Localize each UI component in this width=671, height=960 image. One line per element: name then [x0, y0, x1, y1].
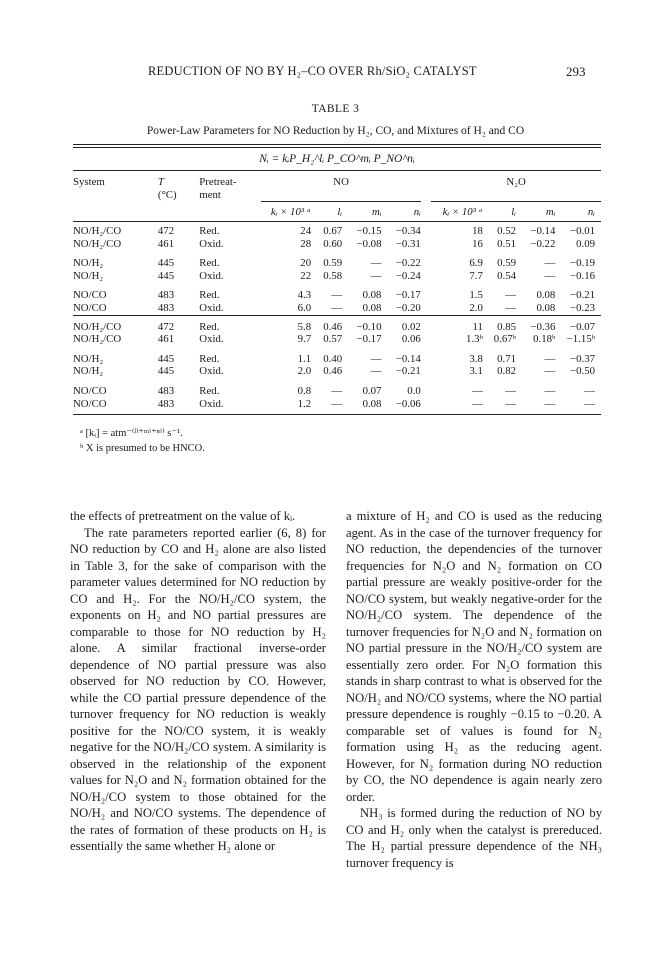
cell-n2o-ni: −0.37: [570, 352, 595, 365]
cell-pretreatment: Oxid.: [199, 237, 224, 250]
footnote-a: ᵃ [kᵢ] = atm⁻⁽ˡⁱ⁺ᵐⁱ⁺ⁿⁱ⁾ s⁻¹.: [80, 428, 183, 439]
table-body: [73, 225, 601, 410]
cell-pretreatment: Red.: [199, 352, 220, 365]
table-caption: Power-Law Parameters for NO Reduction by H₂, CO, and Mixtures of H₂ and CO: [146, 125, 525, 137]
cell-temperature: 445: [157, 365, 175, 378]
cell-n2o-mi: 0.08: [536, 289, 556, 302]
cell-system: NO/CO: [73, 384, 107, 397]
cell-no-li: —: [331, 397, 343, 410]
cell-n2o-ni: −0.23: [570, 301, 595, 314]
formula-text: Nᵢ = kᵢP_H₂^lᵢ P_CO^mᵢ P_NO^nᵢ: [259, 153, 415, 165]
header-group-n2o: [431, 171, 601, 189]
cell-no-mi: −0.17: [356, 333, 382, 346]
cell-n2o-mi: −0.36: [530, 320, 556, 333]
cell-system: NO/H₂/CO: [73, 320, 122, 333]
cell-no-li: 0.58: [323, 269, 343, 282]
cell-system: NO/CO: [73, 301, 107, 314]
header-pretreatment: Pretreat-: [199, 175, 237, 188]
cell-n2o-ki: —: [472, 384, 483, 397]
cell-n2o-li: 0.54: [497, 269, 517, 282]
cell-n2o-mi: −0.14: [530, 225, 556, 237]
right-column: [346, 508, 602, 871]
cell-no-mi: —: [370, 257, 382, 270]
cell-n2o-ki: 3.1: [469, 365, 483, 378]
cell-no-ki: 1.1: [297, 352, 312, 365]
cell-system: NO/H₂: [73, 269, 104, 282]
cell-pretreatment: Oxid.: [199, 365, 224, 378]
cell-no-ki: 24: [300, 225, 312, 237]
cell-n2o-mi: —: [544, 257, 556, 270]
cell-no-li: 0.46: [323, 365, 343, 378]
cell-n2o-ni: −1.15ᵇ: [566, 333, 595, 346]
cell-system: NO/H₂: [73, 257, 104, 270]
cell-no-mi: —: [370, 352, 382, 365]
table-row: [73, 302, 601, 315]
cell-temperature: 483: [157, 301, 175, 314]
cell-no-li: 0.67: [323, 225, 343, 237]
cell-n2o-mi: —: [544, 352, 556, 365]
cell-no-ki: 0.8: [297, 384, 312, 397]
cell-n2o-ni: −0.07: [570, 320, 595, 333]
cell-temperature: 445: [157, 257, 175, 270]
header-mi-n2o: mᵢ: [545, 205, 556, 218]
header-temp: [158, 171, 199, 189]
cell-n2o-ni: 0.09: [576, 237, 595, 250]
footnote-b: ᵇ X is presumed to be HNCO.: [80, 443, 205, 454]
cell-pretreatment: Oxid.: [199, 333, 224, 346]
cell-n2o-li: 0.67ᵇ: [493, 333, 517, 346]
page-number: 293: [566, 64, 586, 79]
cell-no-ki: 6.0: [297, 301, 312, 314]
header-ni: nᵢ: [413, 205, 421, 218]
cell-temperature: 445: [157, 352, 175, 365]
paragraph-right-1: a mixture of H₂ and CO is used as the reducing agent. As in the case of the turnover frequency for NO reduction, the dependencies of the turnover frequencies for N₂O and N₂ formation on CO partial pressure are weakly positive-order for the NO/CO system, but weakly negative-order for the NO/H₂/CO system. The dependence of the turnover frequencies for N₂O and N₂ formation on NO partial pressure in the NO/H₂/CO system are essentially zero order. For N₂O formation this stands in sharp contrast to what is observed for the NO/H₂ and NO/CO systems, where the NO partial pressure dependence is roughly −0.15 to −0.20. A comparable set of values is found for N₂ formation using H₂ as the reducing agent. However, for N₂ formation during NO reduction by CO, the NO dependence is again nearly zero order.: [346, 509, 602, 804]
header-mi: mᵢ: [371, 205, 382, 218]
cell-no-ni: 0.0: [407, 384, 421, 397]
cell-no-ki: 1.2: [297, 397, 312, 410]
cell-no-ki: 5.8: [297, 320, 312, 333]
cell-temperature: 472: [157, 225, 175, 237]
cell-no-mi: 0.08: [362, 301, 382, 314]
cell-n2o-li: 0.71: [497, 352, 517, 365]
cell-system: NO/H₂/CO: [73, 333, 122, 346]
cell-no-mi: 0.08: [362, 397, 382, 410]
cell-system: NO/H₂: [73, 365, 104, 378]
cell-temperature: 445: [157, 269, 175, 282]
cell-n2o-ki: 6.9: [469, 257, 483, 270]
table-row: [73, 385, 601, 398]
cell-no-mi: −0.08: [356, 237, 382, 250]
header-ni-n2o: nᵢ: [587, 205, 595, 218]
cell-pretreatment: Red.: [199, 289, 220, 302]
cell-temperature: 461: [157, 237, 175, 250]
cell-no-mi: —: [370, 365, 382, 378]
cell-no-ni: −0.22: [395, 257, 421, 270]
table-row: [73, 333, 601, 346]
header-group-no-label: NO: [333, 175, 349, 188]
parameter-table: [73, 144, 601, 415]
table-row: [73, 270, 601, 283]
table-row: [73, 353, 601, 366]
cell-no-ki: 4.3: [297, 289, 312, 302]
cell-pretreatment: Red.: [199, 384, 220, 397]
cell-system: NO/CO: [73, 397, 107, 410]
cell-no-mi: −0.15: [356, 225, 382, 237]
table-footnotes: [80, 426, 205, 456]
table-row: [73, 321, 601, 334]
cell-no-ni: −0.34: [395, 225, 421, 237]
cell-n2o-ni: −0.50: [570, 365, 595, 378]
cell-temperature: 461: [157, 333, 175, 346]
table-row: [73, 365, 601, 378]
cell-n2o-li: —: [505, 301, 517, 314]
cell-n2o-mi: 0.18ᵇ: [533, 333, 556, 346]
header-system: System: [73, 175, 105, 188]
header-temp-symbol: T: [157, 175, 164, 188]
cell-no-ni: 0.02: [401, 320, 421, 333]
cell-n2o-li: —: [505, 384, 517, 397]
cell-n2o-mi: —: [544, 365, 556, 378]
cell-n2o-ki: 18: [472, 225, 483, 237]
cell-n2o-li: 0.52: [497, 225, 517, 237]
cell-no-li: —: [331, 289, 343, 302]
table-row: [73, 289, 601, 302]
cell-no-ni: −0.17: [395, 289, 421, 302]
cell-no-ni: −0.14: [395, 352, 421, 365]
table-row: [73, 257, 601, 270]
cell-no-ni: −0.06: [395, 397, 421, 410]
cell-n2o-mi: −0.22: [530, 237, 556, 250]
cell-no-ni: −0.24: [395, 269, 421, 282]
left-column: [70, 508, 326, 855]
cell-system: NO/CO: [73, 289, 107, 302]
header-ki-n2o: kᵢ × 10³ ᵃ: [442, 205, 483, 218]
cell-no-ki: 2.0: [297, 365, 312, 378]
cell-n2o-ki: 7.7: [469, 269, 483, 282]
cell-system: NO/H₂/CO: [73, 225, 122, 237]
cell-n2o-ni: −0.19: [570, 257, 595, 270]
table-bottom-rule: [73, 414, 601, 415]
cell-temperature: 472: [157, 320, 175, 333]
cell-no-ki: 20: [300, 257, 312, 270]
header-temp-unit: (°C): [157, 189, 177, 202]
data-table: [73, 171, 601, 410]
cell-n2o-ni: —: [584, 397, 595, 410]
cell-no-li: 0.59: [323, 257, 343, 270]
cell-system: NO/H₂: [73, 352, 104, 365]
cell-n2o-li: 0.82: [497, 365, 517, 378]
cell-pretreatment: Oxid.: [199, 301, 224, 314]
table-label: TABLE 3: [311, 103, 360, 115]
table-row: [73, 225, 601, 238]
cell-n2o-ki: 1.3ᵇ: [466, 333, 483, 346]
cell-n2o-mi: —: [544, 384, 556, 397]
cell-no-ni: −0.21: [395, 365, 421, 378]
header-ki: kᵢ × 10³ ᵃ: [270, 205, 312, 218]
cell-n2o-mi: —: [544, 269, 556, 282]
paragraph-left-1: the effects of pretreatment on the value of kᵢ.: [70, 509, 296, 523]
cell-n2o-ni: —: [584, 384, 595, 397]
cell-no-li: 0.60: [323, 237, 343, 250]
cell-n2o-ki: 2.0: [469, 301, 483, 314]
cell-pretreatment: Red.: [199, 225, 220, 237]
cell-n2o-li: 0.51: [497, 237, 517, 250]
header-group-n2o-label: N₂O: [506, 175, 526, 188]
cell-n2o-li: —: [505, 397, 517, 410]
cell-no-ni: 0.06: [401, 333, 421, 346]
cell-no-li: —: [331, 384, 343, 397]
cell-no-ni: −0.20: [395, 301, 421, 314]
cell-temperature: 483: [157, 289, 175, 302]
cell-n2o-li: —: [505, 289, 517, 302]
cell-pretreatment: Red.: [199, 320, 220, 333]
cell-no-ni: −0.31: [395, 237, 421, 250]
cell-n2o-ni: −0.01: [570, 225, 595, 237]
cell-n2o-ki: —: [472, 397, 483, 410]
cell-no-ki: 28: [300, 237, 312, 250]
cell-temperature: 483: [157, 397, 175, 410]
cell-n2o-ki: 16: [472, 237, 483, 250]
rate-law-formula: [73, 148, 601, 170]
cell-n2o-ni: −0.16: [570, 269, 595, 282]
cell-no-mi: 0.08: [362, 289, 382, 302]
cell-no-li: 0.57: [323, 333, 343, 346]
cell-system: NO/H₂/CO: [73, 237, 122, 250]
header-li: lᵢ: [337, 205, 343, 218]
cell-no-mi: −0.10: [356, 320, 382, 333]
paragraph-left-2: The rate parameters reported earlier (6, 8) for NO reduction by CO and H₂ alone are also listed in Table 3, for the sake of comparison with the parameter values determined for NO reduction by CO and H₂. For the NO/H₂/CO system, the exponents on H₂ and NO partial pressures are comparable to those for NO reduction by H₂ alone. A similar fractional inverse-order dependence of NO partial pressure was also observed for NO reduction by CO. However, while the CO partial pressure dependence of the turnover frequency for NO reduction is weakly positive for the NO/CO system, it is weakly negative for the NO/H₂/CO system. A similarity is observed in the relationship of the exponent values for N₂O and N₂ formation obtained for the NO/H₂/CO system to those obtained for the NO/H₂ and NO/CO systems. The dependence of the rates of formation of these products on H₂ is essentially the same whether H₂ alone or: [70, 525, 326, 853]
cell-n2o-ki: 11: [472, 320, 483, 333]
cell-no-ki: 9.7: [297, 333, 312, 346]
cell-no-li: —: [331, 301, 343, 314]
table-row: [73, 398, 601, 411]
table-row: [73, 238, 601, 251]
cell-n2o-ki: 3.8: [469, 352, 483, 365]
cell-pretreatment: Red.: [199, 257, 220, 270]
cell-n2o-mi: —: [544, 397, 556, 410]
cell-no-li: 0.40: [323, 352, 343, 365]
running-title: REDUCTION OF NO BY H₂–CO OVER Rh/SiO₂ CATALYST: [148, 64, 477, 78]
header-group-no: [261, 171, 420, 189]
cell-pretreatment: Oxid.: [199, 397, 224, 410]
cell-n2o-ki: 1.5: [469, 289, 483, 302]
cell-n2o-li: 0.59: [497, 257, 517, 270]
cell-n2o-mi: 0.08: [536, 301, 556, 314]
paragraph-right-2: NH₃ is formed during the reduction of NO by CO and H₂ only when the catalyst is prereduced. The H₂ partial pressure dependence of the NH₃ turnover frequency is: [346, 806, 602, 870]
cell-no-mi: —: [370, 269, 382, 282]
header-pretreatment-cont: ment: [199, 189, 221, 202]
header-li-n2o: lᵢ: [511, 205, 517, 218]
cell-no-mi: 0.07: [362, 384, 382, 397]
cell-no-ki: 22: [300, 269, 312, 282]
cell-no-li: 0.46: [323, 320, 343, 333]
cell-temperature: 483: [157, 384, 175, 397]
cell-n2o-ni: −0.21: [570, 289, 595, 302]
cell-pretreatment: Oxid.: [199, 269, 224, 282]
cell-n2o-li: 0.85: [497, 320, 517, 333]
